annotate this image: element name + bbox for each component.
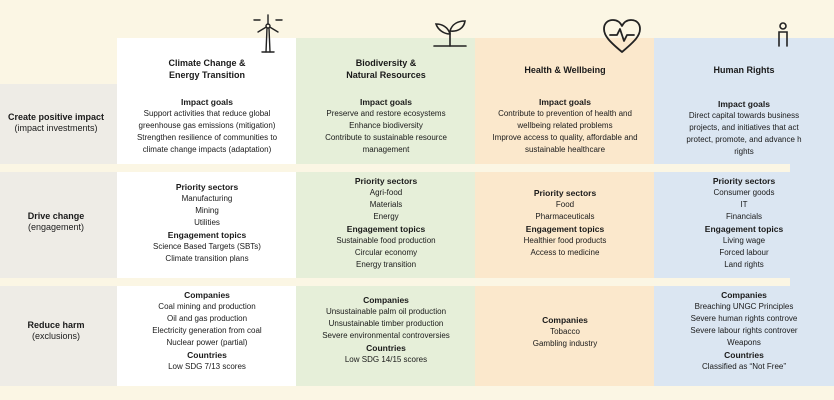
- cell-line: Healthier food products: [523, 236, 607, 245]
- section-heading: Priority sectors: [712, 176, 776, 186]
- section-heading: Countries: [724, 350, 764, 360]
- section-heading: Impact goals: [539, 97, 591, 107]
- header-line: Human Rights: [713, 65, 775, 75]
- cell-line: Classified as “Not Free”: [701, 362, 787, 371]
- cell-line: climate change impacts (adaptation): [142, 145, 272, 154]
- cell-line: rights: [734, 147, 754, 156]
- section-heading: Impact goals: [718, 99, 770, 109]
- cell-line: Weapons: [727, 338, 761, 347]
- section-heading: Companies: [542, 315, 588, 325]
- exclusions-cell-health: [475, 314, 655, 350]
- row-label-engagement: [0, 211, 112, 233]
- impact-cell-climate: [117, 96, 297, 156]
- cell-line: protect, promote, and advance h: [686, 135, 802, 144]
- cell-line: Tobacco: [550, 327, 580, 336]
- impact-cell-biodiversity: [296, 96, 476, 156]
- cell-line: Consumer goods: [713, 188, 775, 197]
- cell-line: Oil and gas production: [166, 314, 248, 323]
- header-line: Health & Wellbeing: [524, 65, 606, 75]
- column-header-biodiversity: [296, 57, 476, 81]
- cell-line: projects, and initiatives that act: [689, 123, 799, 132]
- cell-line: Unsustainable palm oil production: [325, 307, 447, 316]
- row-title: Reduce harm: [27, 320, 85, 330]
- section-heading: Companies: [363, 295, 409, 305]
- cell-line: Materials: [369, 200, 403, 209]
- cell-line: Severe labour rights controver: [690, 326, 798, 335]
- section-heading: Priority sectors: [175, 182, 239, 192]
- cell-line: Energy: [373, 212, 399, 221]
- wind-turbine-icon: [250, 14, 286, 54]
- cell-line: Forced labour: [719, 248, 769, 257]
- cell-line: Low SDG 14/15 scores: [344, 355, 428, 364]
- row-subtitle: (impact investments): [14, 123, 98, 133]
- engagement-cell-human-rights: [654, 175, 834, 271]
- cell-line: management: [362, 145, 410, 154]
- exclusions-cell-human-rights: [654, 289, 834, 373]
- cell-line: Strengthen resilience of communities to: [136, 133, 278, 142]
- cell-line: Financials: [725, 212, 762, 221]
- cell-line: Enhance biodiversity: [349, 121, 423, 130]
- column-header-human-rights: [654, 64, 834, 76]
- cell-line: Preserve and restore ecosystems: [326, 109, 446, 118]
- cell-line: Land rights: [724, 260, 764, 269]
- section-heading: Countries: [366, 343, 406, 353]
- cell-line: Mining: [195, 206, 219, 215]
- exclusions-cell-biodiversity: [296, 294, 476, 366]
- row-title: Drive change: [27, 211, 85, 221]
- cell-line: Agri-food: [369, 188, 403, 197]
- cell-line: greenhouse gas emissions (mitigation): [138, 121, 276, 130]
- row-subtitle: (engagement): [27, 222, 85, 232]
- section-heading: Engagement topics: [525, 224, 605, 234]
- cell-line: IT: [740, 200, 748, 209]
- cell-line: Manufacturing: [181, 194, 233, 203]
- cell-line: Pharmaceuticals: [535, 212, 595, 221]
- cell-line: Utilities: [194, 218, 220, 227]
- header-line: Biodiversity &: [355, 58, 417, 68]
- cell-line: Gambling industry: [532, 339, 598, 348]
- section-heading: Priority sectors: [354, 176, 418, 186]
- heart-pulse-icon: [602, 18, 642, 54]
- cell-line: Living wage: [722, 236, 766, 245]
- cell-line: sustainable healthcare: [524, 145, 606, 154]
- exclusions-cell-climate: [117, 289, 297, 373]
- engagement-cell-biodiversity: [296, 175, 476, 271]
- engagement-cell-climate: [117, 181, 297, 265]
- section-heading: Engagement topics: [704, 224, 784, 234]
- sprout-icon: [430, 18, 470, 48]
- cell-line: Nuclear power (partial): [166, 338, 248, 347]
- header-line: Climate Change &: [168, 58, 246, 68]
- cell-line: Electricity generation from coal: [152, 326, 262, 335]
- cell-line: Breaching UNGC Principles: [694, 302, 794, 311]
- cell-line: Unsustainable timber production: [328, 319, 444, 328]
- header-line: Energy Transition: [168, 70, 246, 80]
- cell-line: Sustainable food production: [336, 236, 436, 245]
- column-header-climate: [117, 57, 297, 81]
- section-heading: Companies: [721, 290, 767, 300]
- cell-line: Coal mining and production: [158, 302, 256, 311]
- impact-cell-health: [475, 96, 655, 156]
- cell-line: Climate transition plans: [165, 254, 249, 263]
- section-heading: Companies: [184, 290, 230, 300]
- impact-cell-human-rights: [654, 98, 834, 158]
- section-heading: Countries: [187, 350, 227, 360]
- section-heading: Impact goals: [360, 97, 412, 107]
- cell-line: wellbeing related problems: [517, 121, 613, 130]
- row-separator: [0, 278, 790, 286]
- column-header-health: [475, 64, 655, 76]
- cell-line: Science Based Targets (SBTs): [153, 242, 261, 251]
- row-separator: [0, 164, 790, 172]
- cell-line: Direct capital towards business: [688, 111, 800, 120]
- row-title: Create positive impact: [7, 112, 105, 122]
- cell-line: Severe environmental controversies: [322, 331, 450, 340]
- cell-line: Support activities that reduce global: [143, 109, 271, 118]
- section-heading: Engagement topics: [167, 230, 247, 240]
- cell-line: Contribute to sustainable resource: [325, 133, 447, 142]
- row-subtitle: (exclusions): [31, 331, 80, 341]
- engagement-cell-health: [475, 187, 655, 259]
- cell-line: Food: [555, 200, 575, 209]
- section-heading: Impact goals: [181, 97, 233, 107]
- section-heading: Engagement topics: [346, 224, 426, 234]
- cell-line: Circular economy: [354, 248, 418, 257]
- person-icon: [776, 22, 790, 48]
- cell-line: Improve access to quality, affordable and: [492, 133, 638, 142]
- cell-line: Contribute to prevention of health and: [498, 109, 632, 118]
- row-label-exclusions: [0, 320, 112, 342]
- header-line: Natural Resources: [346, 70, 426, 80]
- cell-line: Severe human rights controve: [690, 314, 798, 323]
- row-label-impact: [0, 112, 112, 134]
- cell-line: Low SDG 7/13 scores: [168, 362, 246, 371]
- cell-line: Energy transition: [355, 260, 417, 269]
- cell-line: Access to medicine: [530, 248, 600, 257]
- section-heading: Priority sectors: [533, 188, 597, 198]
